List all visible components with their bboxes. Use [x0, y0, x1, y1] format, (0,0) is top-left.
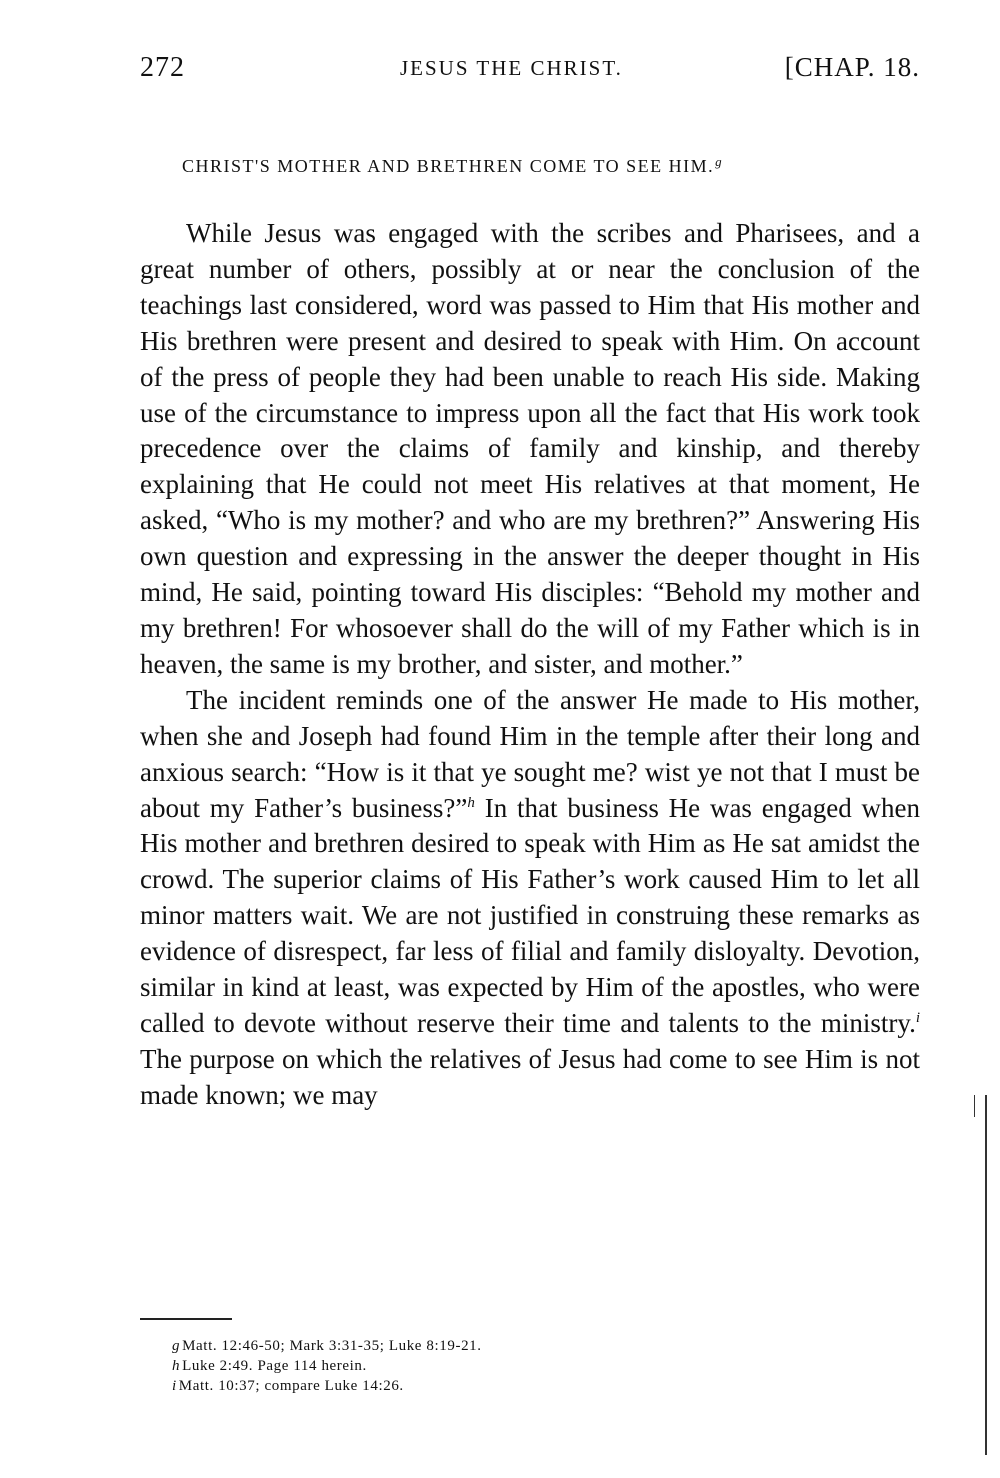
- chapter-label: [CHAP. 18.: [784, 52, 920, 82]
- footnote-mark: i: [172, 1378, 177, 1394]
- paragraph-2-part-b: In that business He was engaged when His mother and brethren desired to speak with Him as He sat amidst the crowd. The superior claims of His Father’s work caused Him to let all minor matters wait. We are not justified in construing these remarks as evidence of disrespect, far less of filial and family disloyalty. Devotion, similar in kind at least, was expected by Him of the apostles, who were called to devote without reserve their time and talents to the ministry.: [140, 792, 920, 1038]
- scan-edge-mark: [974, 1095, 975, 1117]
- footnote-ref-g: g: [715, 154, 724, 169]
- footnote-g: [172, 1336, 482, 1356]
- section-heading: [182, 156, 723, 177]
- running-head: [140, 52, 920, 92]
- footnote-i: [172, 1376, 482, 1396]
- footnote-h: [172, 1356, 482, 1376]
- footnote-separator: [140, 1318, 232, 1320]
- paragraph-2-part-a: The incident reminds one of the answer He made to His mother, when she and Joseph had found Him in the temple after their long and anxious search: “How is it that ye sought me? wist ye not that I must be about my Father’s business?”: [140, 684, 920, 823]
- footnote-mark: g: [172, 1338, 181, 1354]
- footnote-text: Matt. 12:46-50; Mark 3:31-35; Luke 8:19-21.: [182, 1338, 482, 1354]
- paragraph-2: [140, 683, 920, 1114]
- section-heading-text: CHRIST'S MOTHER AND BRETHREN COME TO SEE HIM.: [182, 156, 715, 176]
- footnotes: [172, 1336, 482, 1396]
- paragraph-1: While Jesus was engaged with the scribes and Pharisees, and a great number of others, possibly at or near the conclusion of the teachings last considered, word was passed to Him that His mother and His brethren were present and desired to speak with Him. On account of the press of people they had been unable to reach His side. Making use of the circumstance to impress upon all the fact that His work took precedence over the claims of family and kinship, and thereby explaining that He could not meet His relatives at that moment, He asked, “Who is my mother? and who are my brethren?” Answering His own question and expressing in the answer the deeper thought in His mind, He said, pointing toward His disciples: “Behold my mother and my brethren! For whosoever shall do the will of my Father which is in heaven, the same is my brother, and sister, and mother.”: [140, 218, 920, 679]
- page-number: 272: [140, 52, 185, 83]
- body-text: [140, 216, 920, 1114]
- footnote-ref-h: h: [467, 794, 475, 811]
- scan-edge-line: [985, 1095, 987, 1455]
- footnote-mark: h: [172, 1358, 181, 1374]
- footnote-ref-i: i: [915, 1009, 920, 1026]
- paragraph-2-part-c: The purpose on which the relatives of Jesus had come to see Him is not made known; we may: [140, 1043, 920, 1110]
- footnote-text: Luke 2:49. Page 114 herein.: [182, 1358, 367, 1374]
- book-title: JESUS THE CHRIST.: [400, 56, 623, 80]
- footnote-text: Matt. 10:37; compare Luke 14:26.: [178, 1378, 404, 1394]
